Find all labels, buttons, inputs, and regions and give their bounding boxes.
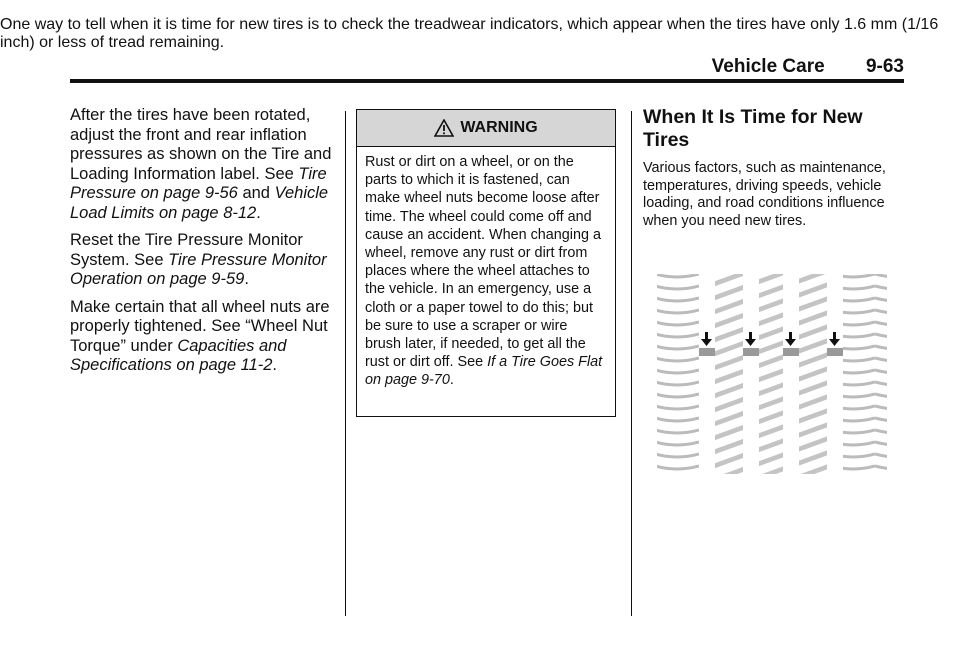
- xref-tire-pressure[interactable]: Tire Pressure on page 9-56: [70, 164, 327, 202]
- tread-rib: [843, 274, 887, 474]
- section-heading: When It Is Time for New Tires: [643, 106, 863, 151]
- warning-header: [357, 110, 615, 147]
- xref-tpms-operation[interactable]: Tire Pressure Monitor Operation on page 9-59: [70, 250, 327, 288]
- page-header: [712, 56, 904, 78]
- page-number: 9-63: [865, 56, 904, 77]
- intro-paragraph: Various factors, such as maintenance, temperatures, driving speeds, vehicle loading, and road conditions influence when you need new tires.: [643, 160, 886, 229]
- column-divider: [345, 111, 346, 616]
- column-divider: [631, 111, 632, 616]
- right-column: [643, 106, 907, 230]
- paragraph-wheel-nuts: Make certain that all wheel nuts are properly tightened. See “Wheel Nut Torque” under Capacities and Specifications on page 11-2.: [70, 297, 330, 374]
- xref-capacities[interactable]: Capacities and Specifications on page 11-2: [70, 336, 287, 374]
- treadwear-paragraph: One way to tell when it is time for new tires is to check the treadwear indicators, which appear when the tires have only 1.6 mm (1/16 inch) or less of tread remaining.: [0, 16, 939, 51]
- header-rule: [70, 79, 904, 83]
- tread-rib: [799, 274, 827, 474]
- warning-title: WARNING: [460, 119, 538, 136]
- warning-triangle-icon: [434, 119, 454, 137]
- tread-rib: [759, 274, 783, 474]
- section-title: Vehicle Care: [711, 56, 825, 77]
- tread-rib: [715, 274, 743, 474]
- tread-rib: [657, 274, 699, 474]
- xref-vehicle-load-limits[interactable]: Vehicle Load Limits on page 8-12: [70, 184, 329, 222]
- warning-box: [356, 109, 616, 417]
- treadwear-indicator-illustration: [655, 272, 889, 476]
- paragraph-reset-tpms: Reset the Tire Pressure Monitor System. See Tire Pressure Monitor Operation on page 9-59.: [70, 231, 327, 288]
- left-column: [70, 106, 334, 384]
- xref-flat-tire[interactable]: If a Tire Goes Flat on page 9-70: [365, 354, 603, 389]
- paragraph-rotation: After the tires have been rotated, adjust the front and rear inflation pressures as shown on the Tire and Loading Information label. See Tire Pressure on page 9-56 and Vehicle Load Limits on page 8-12.: [70, 106, 332, 222]
- warning-text: Rust or dirt on a wheel, or on the parts to which it is fastened, can make wheel nuts become loose after time. The wheel could come off and cause an accident. When changing a wheel, remove any rust or dirt from places where the wheel attaches to the vehicle. In an emergency, use a cloth or a paper towel to do this; but be sure to use a scraper or wire brush later, if needed, to get all the rust or dirt off. See If a Tire Goes Flat on page 9-70.: [365, 154, 603, 389]
